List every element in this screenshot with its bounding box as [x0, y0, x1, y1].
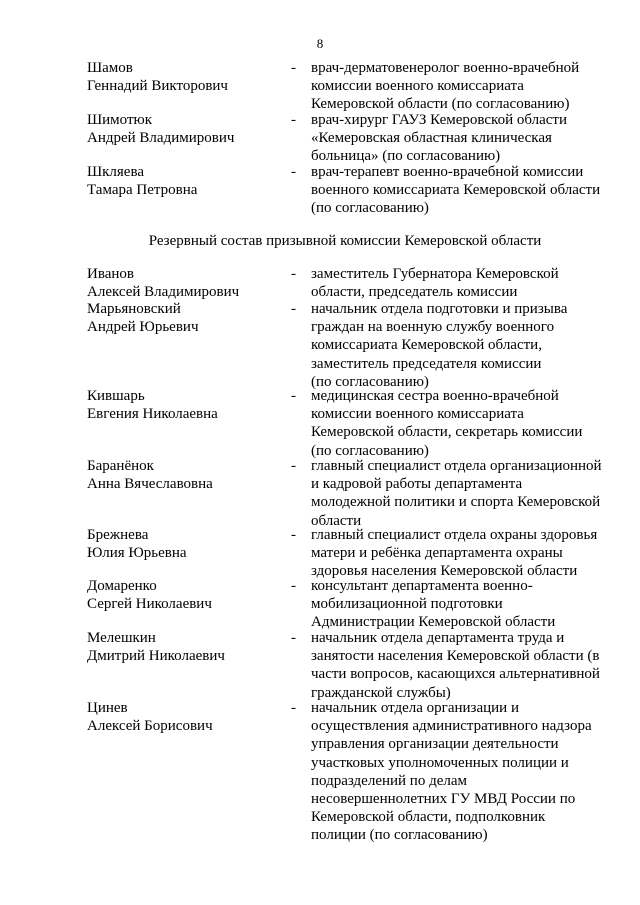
member-name	[87, 111, 291, 166]
role-line: участковых уполномоченных полиции и	[311, 754, 569, 771]
surname: Домаренко	[87, 578, 157, 594]
dash-separator: -	[291, 266, 296, 282]
surname: Шкляева	[87, 164, 145, 180]
role-line: полиции (по согласованию)	[311, 827, 488, 844]
given-names: Сергей Николаевич	[87, 596, 212, 613]
role-line: консультант департамента военно-	[311, 578, 533, 594]
member-name	[87, 526, 291, 581]
member-role	[311, 59, 616, 114]
member-entry	[0, 699, 640, 845]
role-line: занятости населения Кемеровской области (в	[311, 648, 600, 665]
member-entry	[0, 629, 640, 702]
dash-separator: -	[291, 578, 296, 594]
role-line: и кадровой работы департамента	[311, 476, 523, 493]
member-entry	[0, 387, 640, 460]
role-line: «Кемеровская областная клиническая	[311, 130, 552, 147]
role-line: начальник отдела организации и	[311, 700, 519, 716]
member-role	[311, 163, 616, 218]
role-line: (по согласованию)	[311, 442, 429, 459]
given-names: Алексей Борисович	[87, 718, 213, 735]
dash-separator: -	[291, 301, 296, 317]
member-role	[311, 526, 616, 581]
role-line: Администрации Кемеровской области	[311, 614, 556, 631]
role-line: комиссариата Кемеровской области,	[311, 337, 542, 354]
member-name	[87, 265, 291, 301]
given-names: Евгения Николаевна	[87, 406, 218, 423]
given-names: Юлия Юрьевна	[87, 545, 187, 562]
surname: Кившарь	[87, 388, 145, 404]
member-entry	[0, 163, 640, 218]
member-entry	[0, 577, 640, 632]
role-line: Кемеровской области (по согласованию)	[311, 96, 570, 113]
section-title: Резервный состав призывной комиссии Кемеровской области	[148, 233, 542, 249]
role-line: несовершеннолетних ГУ МВД России по	[311, 791, 576, 808]
member-entry	[0, 526, 640, 581]
role-line: (по согласованию)	[311, 373, 429, 390]
member-name	[87, 629, 291, 702]
dash-separator: -	[291, 112, 296, 128]
page-number: 8	[316, 36, 324, 51]
role-line: части вопросов, касающихся альтернативной	[311, 666, 600, 683]
dash-separator: -	[291, 630, 296, 646]
role-line: начальник отдела подготовки и призыва	[311, 301, 568, 317]
role-line: (по согласованию)	[311, 200, 429, 217]
role-line: главный специалист отдела организационной	[311, 458, 602, 474]
role-line: матери и ребёнка департамента охраны	[311, 545, 563, 562]
role-line: осуществления административного надзора	[311, 718, 592, 735]
member-entry	[0, 457, 640, 530]
role-line: здоровья населения Кемеровской области	[311, 563, 578, 580]
role-line: главный специалист отдела охраны здоровья	[311, 527, 598, 543]
role-line: области	[311, 512, 362, 529]
dash-separator: -	[291, 700, 296, 716]
role-line: заместитель председателя комиссии	[311, 355, 542, 372]
given-names: Анна Вячеславовна	[87, 476, 213, 493]
role-line: медицинская сестра военно-врачебной	[311, 388, 559, 404]
dash-separator: -	[291, 388, 296, 404]
surname: Цинев	[87, 700, 128, 716]
member-entry	[0, 300, 640, 391]
member-name	[87, 699, 291, 845]
surname: Шимотюк	[87, 112, 153, 128]
surname: Брежнева	[87, 527, 149, 543]
given-names: Андрей Владимирович	[87, 130, 235, 147]
role-line: комиссии военного комиссариата	[311, 406, 524, 423]
surname: Баранёнок	[87, 458, 154, 474]
dash-separator: -	[291, 60, 296, 76]
surname: Марьяновский	[87, 301, 181, 317]
role-line: Кемеровской области, секретарь комиссии	[311, 424, 583, 441]
dash-separator: -	[291, 164, 296, 180]
role-line: заместитель Губернатора Кемеровской	[311, 266, 559, 282]
member-role	[311, 457, 616, 530]
given-names: Тамара Петровна	[87, 182, 198, 199]
given-names: Алексей Владимирович	[87, 284, 240, 301]
role-line: подразделений по делам	[311, 772, 468, 789]
member-role	[311, 300, 616, 391]
given-names: Геннадий Викторович	[87, 78, 228, 95]
role-line: военного комиссариата Кемеровской области	[311, 182, 601, 199]
member-entry	[0, 265, 640, 301]
given-names: Дмитрий Николаевич	[87, 648, 225, 665]
role-line: начальник отдела департамента труда и	[311, 630, 565, 646]
role-line: управления организации деятельности	[311, 736, 559, 753]
role-line: врач-терапевт военно-врачебной комиссии	[311, 164, 584, 180]
role-line: граждан на военную службу военного	[311, 319, 555, 336]
member-entry	[0, 59, 640, 114]
role-line: области, председатель комиссии	[311, 284, 518, 301]
surname: Шамов	[87, 60, 133, 76]
member-role	[311, 629, 616, 702]
role-line: мобилизационной подготовки	[311, 596, 503, 613]
member-name	[87, 163, 291, 218]
given-names: Андрей Юрьевич	[87, 319, 199, 336]
member-name	[87, 387, 291, 460]
member-name	[87, 457, 291, 530]
role-line: комиссии военного комиссариата	[311, 78, 524, 95]
member-entry	[0, 111, 640, 166]
role-line: Кемеровской области, подполковник	[311, 809, 546, 826]
member-name	[87, 59, 291, 114]
member-role	[311, 111, 616, 166]
member-name	[87, 300, 291, 391]
member-role	[311, 699, 616, 845]
role-line: гражданской службы)	[311, 684, 451, 701]
role-line: больница» (по согласованию)	[311, 148, 501, 165]
member-role	[311, 387, 616, 460]
member-role	[311, 577, 616, 632]
role-line: врач-хирург ГАУЗ Кемеровской области	[311, 112, 567, 128]
member-role	[311, 265, 616, 301]
role-line: молодежной политики и спорта Кемеровской	[311, 494, 601, 511]
surname: Мелешкин	[87, 630, 156, 646]
surname: Иванов	[87, 266, 134, 282]
dash-separator: -	[291, 458, 296, 474]
role-line: врач-дерматовенеролог военно-врачебной	[311, 60, 580, 76]
dash-separator: -	[291, 527, 296, 543]
member-name	[87, 577, 291, 632]
